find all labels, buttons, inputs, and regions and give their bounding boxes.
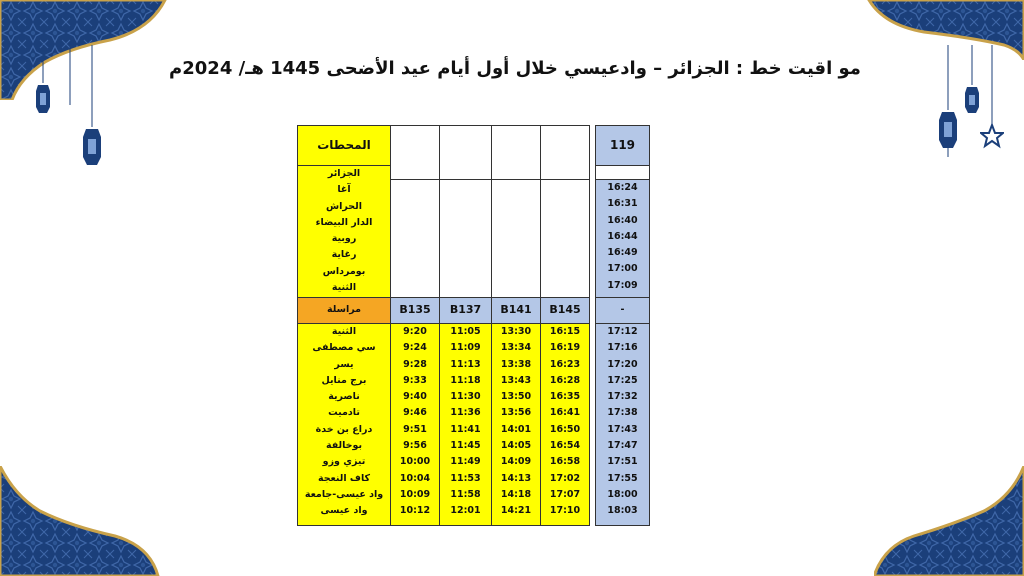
time-value: 13:56 [500, 407, 532, 419]
time-value: 13:38 [500, 358, 532, 370]
time-value: 17:12 [607, 326, 638, 337]
time-value: 9:46 [403, 407, 427, 419]
times-b141-cell [492, 324, 541, 526]
time-value: 11:45 [450, 440, 481, 452]
time-value: 17:09 [607, 279, 638, 291]
station-name: سي مصطفى [312, 342, 376, 354]
time-value: 13:43 [500, 374, 532, 386]
upper-times-119-cell [596, 180, 650, 298]
timetable [297, 125, 650, 526]
station-name: روبية [331, 233, 357, 245]
train-119-header: 119 [596, 126, 650, 166]
time-value: 11:53 [450, 472, 481, 484]
time-value: 17:20 [607, 358, 638, 370]
times-b137-cell [440, 324, 492, 526]
station-name: تيزي وزو [322, 456, 366, 468]
time-value: 17:16 [607, 342, 638, 354]
time-value: 17:00 [607, 263, 638, 275]
station-name: الجزائر [327, 168, 361, 179]
time-value: 17:10 [549, 505, 581, 517]
time-value: 13:50 [500, 391, 532, 403]
lantern-icon [80, 45, 104, 170]
crescent-icon [58, 45, 82, 130]
time-value: 11:41 [450, 423, 481, 435]
station-name: بوخالفة [325, 440, 363, 452]
page-title: مو اقيت خط : الجزائر – وادعيسي خلال أول أيام عيد الأضحى 1445 هـ/ 2024م [169, 58, 861, 79]
time-value: 14:13 [500, 472, 532, 484]
time-value: 17:38 [607, 407, 638, 419]
time-value: 17:25 [607, 374, 638, 386]
times-b135-cell [391, 324, 440, 526]
time-value: 16:23 [549, 358, 581, 370]
time-value: 16:28 [549, 374, 581, 386]
time-value: 9:40 [403, 391, 427, 403]
time-value: 11:58 [450, 488, 481, 500]
time-value: 14:18 [500, 488, 532, 500]
station-name: الثنية [331, 326, 357, 337]
station-name: تادميت [328, 407, 360, 419]
lantern-icon [936, 45, 960, 165]
time-value: 16:24 [607, 182, 638, 193]
time-value: 11:13 [450, 358, 481, 370]
station-name: برج منايل [321, 374, 367, 386]
time-value: 9:51 [403, 423, 427, 435]
time-value: 16:31 [607, 198, 638, 210]
station-name: آغا [337, 184, 351, 196]
time-value: 18:03 [607, 505, 638, 517]
train-119-transfer: - [596, 298, 650, 324]
time-value: 9:33 [403, 374, 427, 386]
time-value: 10:09 [399, 488, 431, 500]
station-name: يسر [334, 358, 354, 370]
time-value: 9:24 [403, 342, 427, 354]
train-b135-header: B135 [391, 298, 440, 324]
stations-header: المحطات [298, 126, 391, 166]
time-value: 16:15 [549, 326, 581, 337]
time-value: 17:51 [607, 456, 638, 468]
time-value: 17:55 [607, 472, 638, 484]
station-name: الدار البيضاء [315, 216, 373, 228]
time-value: 17:47 [607, 440, 638, 452]
time-value: 16:58 [549, 456, 581, 468]
station-name: رغاية [331, 249, 357, 261]
train-b145-header: B145 [541, 298, 590, 324]
star-icon [980, 45, 1004, 155]
times-b145-cell [541, 324, 590, 526]
time-value: 18:00 [607, 488, 638, 500]
time-value: 17:32 [607, 391, 638, 403]
time-value: 16:54 [549, 440, 581, 452]
time-value: 9:20 [403, 326, 427, 337]
upper-stations-cell [298, 166, 391, 298]
time-value: 14:01 [500, 423, 532, 435]
time-value: 13:34 [500, 342, 532, 354]
time-value: 11:09 [450, 342, 481, 354]
lantern-icon [962, 45, 982, 120]
time-value: 9:28 [403, 358, 427, 370]
time-value: 11:30 [450, 391, 481, 403]
station-name: واد عيسى [320, 505, 368, 517]
station-name: الثنية [331, 282, 357, 294]
time-value: 17:02 [549, 472, 581, 484]
time-value: 10:12 [399, 505, 431, 517]
time-value: 11:18 [450, 374, 481, 386]
time-value: 16:35 [549, 391, 581, 403]
time-value: 14:05 [500, 440, 532, 452]
station-name: كاف النعجة [317, 472, 371, 484]
time-value: 10:04 [399, 472, 431, 484]
time-value: 13:30 [500, 326, 532, 337]
station-name: الحراش [326, 200, 362, 212]
time-value: 12:01 [450, 505, 481, 517]
time-value: 11:05 [450, 326, 481, 337]
time-value: 16:50 [549, 423, 581, 435]
times-119-cell [596, 324, 650, 526]
station-name: ناصرية [328, 391, 360, 403]
train-b141-header: B141 [492, 298, 541, 324]
corner-pattern-bottom-right [874, 466, 1024, 576]
time-value: 11:49 [450, 456, 481, 468]
train-b137-header: B137 [440, 298, 492, 324]
station-name: بومرداس [322, 265, 366, 277]
time-value: 14:21 [500, 505, 532, 517]
time-value: 16:44 [607, 230, 638, 242]
lantern-icon [32, 45, 54, 120]
time-value: 16:40 [607, 214, 638, 226]
station-name: واد عيسى-جامعة [304, 488, 384, 500]
corner-pattern-bottom-left [0, 466, 160, 576]
time-value: 16:41 [549, 407, 581, 419]
time-value: 16:49 [607, 247, 638, 259]
time-value: 9:56 [403, 440, 427, 452]
station-name: دراع بن خدة [315, 423, 373, 435]
time-value: 10:00 [399, 456, 431, 468]
lower-stations-cell [298, 324, 391, 526]
time-value: 11:36 [450, 407, 481, 419]
time-value: 17:07 [549, 488, 581, 500]
time-value: 17:43 [607, 423, 638, 435]
time-value: 14:09 [500, 456, 532, 468]
time-value: 16:19 [549, 342, 581, 354]
transfer-label: مراسلة [298, 298, 391, 324]
